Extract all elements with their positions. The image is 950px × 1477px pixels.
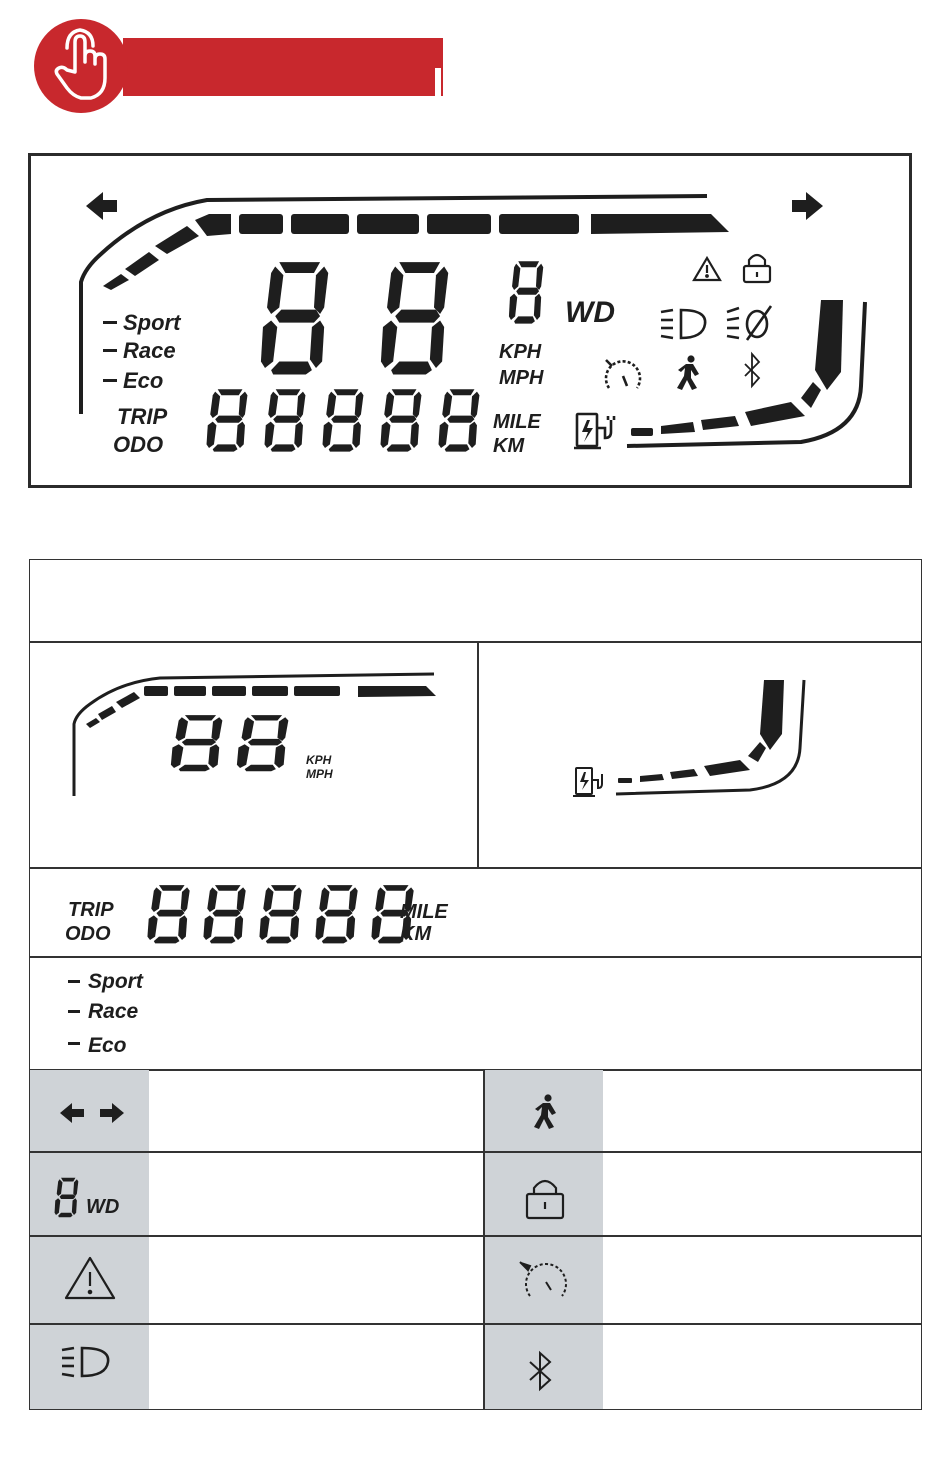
cruise-control-icon: [518, 1258, 570, 1304]
mph-label: MPH: [499, 367, 544, 389]
charging-icon: [574, 414, 614, 448]
km-row-label: KM: [400, 923, 432, 945]
lcd-display-art: [31, 156, 909, 485]
lcd-display-panel: [28, 153, 912, 488]
bluetooth-icon: [526, 1350, 556, 1392]
modes-row-eco: Eco: [88, 1034, 127, 1057]
mile-label: MILE: [493, 411, 541, 433]
walk-mode-icon: [677, 355, 699, 390]
left-arrow-icon: [86, 192, 117, 220]
kph-label: KPH: [499, 341, 542, 363]
bluetooth-icon: [745, 354, 759, 386]
speed-cell: [60, 664, 460, 804]
hand-pointer-icon: [51, 28, 115, 104]
high-beam-off-icon: [727, 306, 771, 340]
modes-row: [66, 962, 286, 1062]
modes-row-sport: Sport: [88, 970, 143, 993]
km-label: KM: [493, 435, 525, 457]
cruise-control-icon: [606, 360, 640, 388]
wd-label: WD: [565, 296, 615, 329]
modes-row-race: Race: [88, 1000, 139, 1023]
speed-cell-kph: KPH: [306, 753, 332, 767]
trip-label: TRIP: [117, 404, 168, 429]
drive-mode-wd: WD: [86, 1196, 120, 1218]
mode-sport-label: Sport: [123, 310, 181, 335]
mode-race-label: Race: [123, 338, 176, 363]
walk-mode-icon: [532, 1094, 562, 1130]
right-arrow-icon: [792, 192, 823, 220]
odo-row-label: ODO: [65, 923, 111, 945]
mode-eco-label: Eco: [123, 368, 164, 393]
low-beam-icon: [661, 310, 705, 338]
battery-cell: [570, 674, 820, 804]
mile-row-label: MILE: [400, 901, 448, 923]
distance-row: [60, 878, 480, 948]
low-beam-icon: [60, 1344, 116, 1384]
turn-signal-icon: [58, 1098, 128, 1128]
header-badge: [33, 18, 453, 114]
drive-mode-icon: [50, 1175, 136, 1219]
lock-icon: [524, 1176, 566, 1222]
warning-icon: [62, 1254, 118, 1304]
odo-label: ODO: [113, 432, 164, 457]
speed-cell-mph: MPH: [306, 767, 333, 781]
trip-row-label: TRIP: [68, 899, 114, 921]
